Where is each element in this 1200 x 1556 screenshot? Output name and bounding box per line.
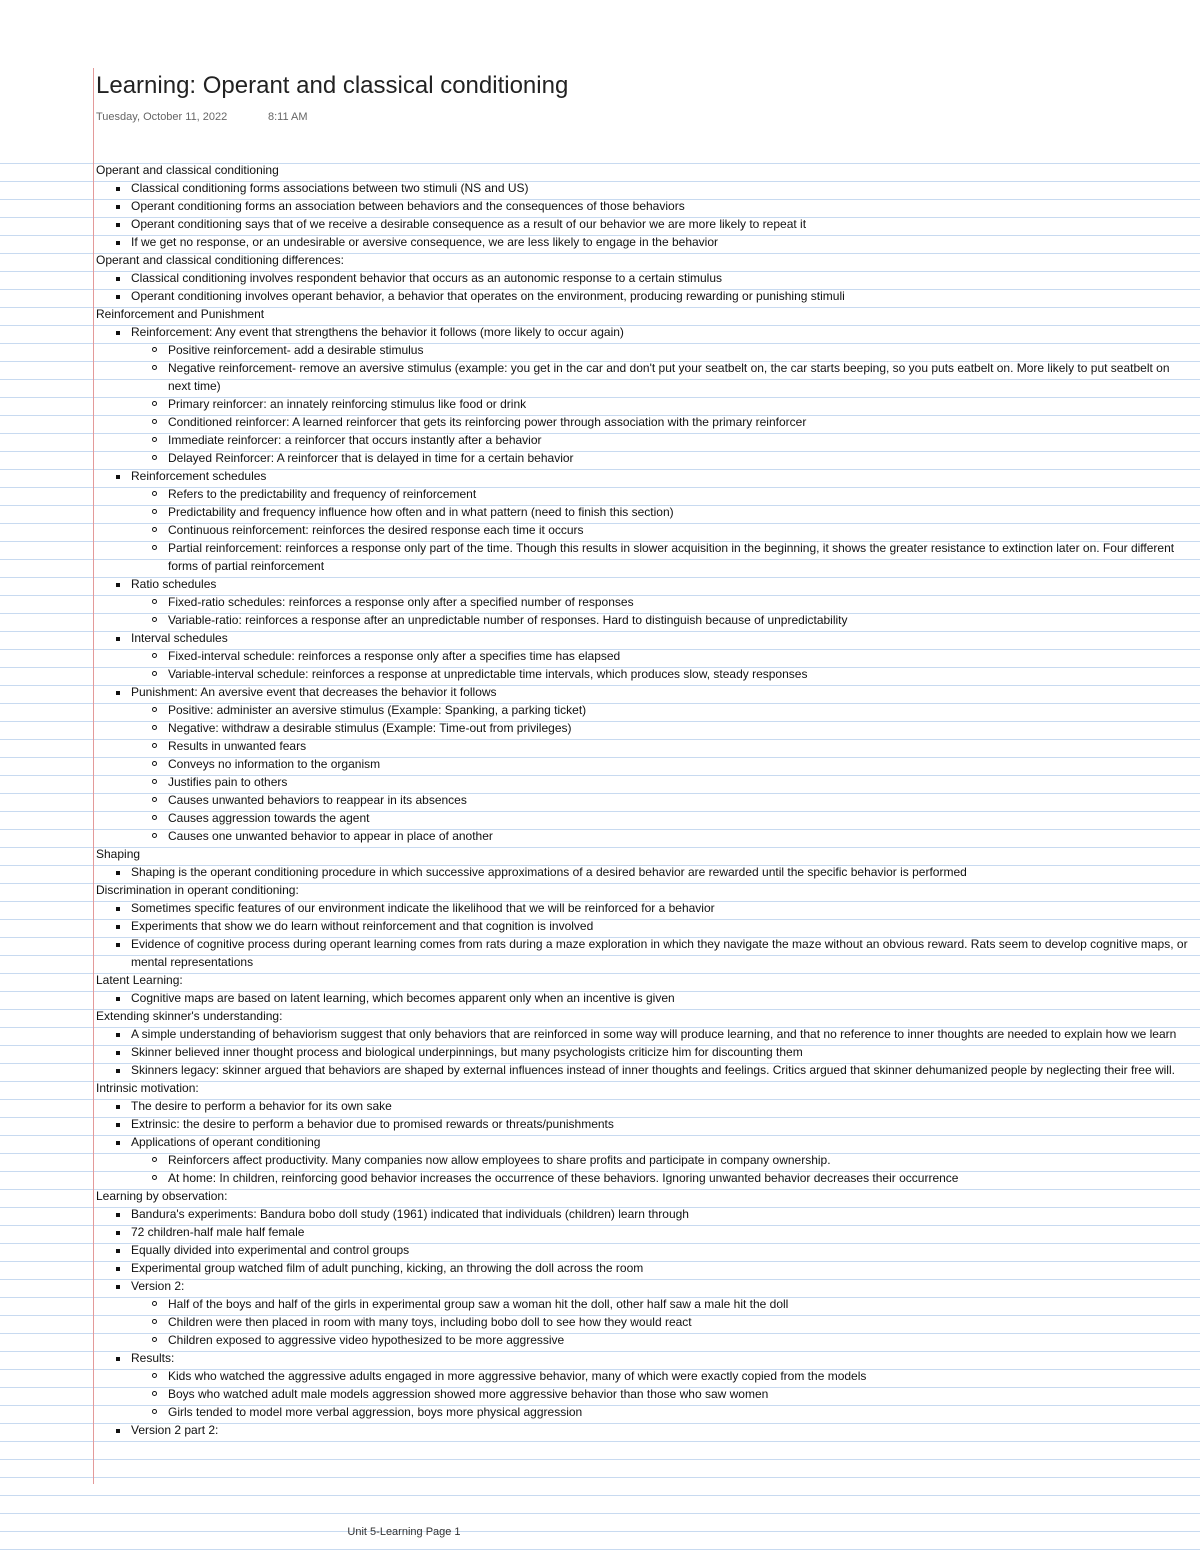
sub-bullet-item bbox=[96, 359, 1191, 395]
bullet-item bbox=[96, 1205, 1191, 1223]
note-text: Refers to the predictability and frequency of reinforcement bbox=[168, 487, 477, 501]
margin-line bbox=[93, 68, 94, 1484]
note-text: Delayed Reinforcer: A reinforcer that is delayed in time for a certain behavior bbox=[168, 451, 574, 465]
section-heading bbox=[96, 881, 1191, 899]
note-text: Variable-interval schedule: reinforces a response at unpredictable time intervals, which produces slow, steady responses bbox=[168, 667, 808, 681]
note-text: Conditioned reinforcer: A learned reinforcer that gets its reinforcing power through association with the primary reinforcer bbox=[168, 415, 807, 429]
bullet-item bbox=[96, 899, 1191, 917]
note-text: Immediate reinforcer: a reinforcer that occurs instantly after a behavior bbox=[168, 433, 542, 447]
note-text: Reinforcement and Punishment bbox=[96, 307, 265, 321]
bullet-item bbox=[96, 1043, 1191, 1061]
circle-bullet-icon bbox=[152, 779, 157, 784]
circle-bullet-icon bbox=[152, 797, 157, 802]
sub-bullet-item bbox=[96, 1331, 1191, 1349]
square-bullet-icon bbox=[116, 1123, 120, 1127]
note-text: Interval schedules bbox=[131, 631, 228, 645]
bullet-item bbox=[96, 197, 1191, 215]
note-text: Children exposed to aggressive video hypothesized to be more aggressive bbox=[168, 1333, 565, 1347]
note-text: Justifies pain to others bbox=[168, 775, 288, 789]
square-bullet-icon bbox=[116, 997, 120, 1001]
note-text: Experimental group watched film of adult punching, kicking, an throwing the doll across the room bbox=[131, 1261, 644, 1275]
note-text: Applications of operant conditioning bbox=[131, 1135, 321, 1149]
note-text: Reinforcement schedules bbox=[131, 469, 267, 483]
sub-bullet-item bbox=[96, 485, 1191, 503]
bullet-item bbox=[96, 1241, 1191, 1259]
bullet-item bbox=[96, 629, 1191, 647]
note-text: Extrinsic: the desire to perform a behavior due to promised rewards or threats/punishments bbox=[131, 1117, 614, 1131]
bullet-item bbox=[96, 1115, 1191, 1133]
bullet-item bbox=[96, 269, 1191, 287]
page-footer: Unit 5-Learning Page 1 bbox=[347, 1526, 461, 1538]
sub-bullet-item bbox=[96, 791, 1191, 809]
note-text: Equally divided into experimental and control groups bbox=[131, 1243, 410, 1257]
square-bullet-icon bbox=[116, 277, 120, 281]
circle-bullet-icon bbox=[152, 401, 157, 406]
note-text: Children were then placed in room with many toys, including bobo doll to see how they would react bbox=[168, 1315, 692, 1329]
section-heading bbox=[96, 845, 1191, 863]
section-heading bbox=[96, 305, 1191, 323]
section-heading bbox=[96, 1187, 1191, 1205]
bullet-item bbox=[96, 1223, 1191, 1241]
sub-bullet-item bbox=[96, 539, 1191, 575]
bullet-item bbox=[96, 683, 1191, 701]
bullet-item bbox=[96, 917, 1191, 935]
sub-bullet-item bbox=[96, 809, 1191, 827]
square-bullet-icon bbox=[116, 331, 120, 335]
sub-bullet-item bbox=[96, 449, 1191, 467]
sub-bullet-item bbox=[96, 341, 1191, 359]
note-text: Skinners legacy: skinner argued that behaviors are shaped by external influences instead of inner thoughts and feelings. Critics argued that skinner dehumanized people by neglecting their free will. bbox=[131, 1063, 1175, 1077]
circle-bullet-icon bbox=[152, 509, 157, 514]
note-text: Intrinsic motivation: bbox=[96, 1081, 199, 1095]
sub-bullet-item bbox=[96, 827, 1191, 845]
sub-bullet-item bbox=[96, 737, 1191, 755]
square-bullet-icon bbox=[116, 187, 120, 191]
note-text: Shaping is the operant conditioning procedure in which successive approximations of a desired behavior are rewarded until the specific behavior is performed bbox=[131, 865, 967, 879]
note-text: A simple understanding of behaviorism suggest that only behaviors that are reinforced in some way will produce learning, and that no reference to inner thoughts are needed to explain how we learn bbox=[131, 1027, 1177, 1041]
page-title: Learning: Operant and classical conditioning bbox=[96, 72, 569, 99]
sub-bullet-item bbox=[96, 503, 1191, 521]
sub-bullet-item bbox=[96, 755, 1191, 773]
square-bullet-icon bbox=[116, 637, 120, 641]
note-text: Shaping bbox=[96, 847, 141, 861]
bullet-item bbox=[96, 1061, 1191, 1079]
circle-bullet-icon bbox=[152, 833, 157, 838]
square-bullet-icon bbox=[116, 1249, 120, 1253]
square-bullet-icon bbox=[116, 943, 120, 947]
circle-bullet-icon bbox=[152, 725, 157, 730]
circle-bullet-icon bbox=[152, 1157, 157, 1162]
sub-bullet-item bbox=[96, 1169, 1191, 1187]
note-text: Operant conditioning involves operant behavior, a behavior that operates on the environment, producing rewarding or punishing stimuli bbox=[131, 289, 845, 303]
note-text: Latent Learning: bbox=[96, 973, 183, 987]
square-bullet-icon bbox=[116, 925, 120, 929]
note-text: Variable-ratio: reinforces a response after an unpredictable number of responses. Hard to distinguish because of unpredictability bbox=[168, 613, 848, 627]
bullet-item bbox=[96, 1259, 1191, 1277]
square-bullet-icon bbox=[116, 1231, 120, 1235]
circle-bullet-icon bbox=[152, 707, 157, 712]
sub-bullet-item bbox=[96, 611, 1191, 629]
bullet-item bbox=[96, 1025, 1191, 1043]
note-text: Experiments that show we do learn without reinforcement and that cognition is involved bbox=[131, 919, 594, 933]
circle-bullet-icon bbox=[152, 599, 157, 604]
circle-bullet-icon bbox=[152, 545, 157, 550]
sub-bullet-item bbox=[96, 1367, 1191, 1385]
bullet-item bbox=[96, 467, 1191, 485]
sub-bullet-item bbox=[96, 1385, 1191, 1403]
circle-bullet-icon bbox=[152, 1337, 157, 1342]
circle-bullet-icon bbox=[152, 347, 157, 352]
circle-bullet-icon bbox=[152, 653, 157, 658]
note-text: Operant conditioning forms an association between behaviors and the consequences of those behaviors bbox=[131, 199, 685, 213]
note-text: Operant and classical conditioning differences: bbox=[96, 253, 344, 267]
note-text: Ratio schedules bbox=[131, 577, 217, 591]
sub-bullet-item bbox=[96, 701, 1191, 719]
sub-bullet-item bbox=[96, 719, 1191, 737]
circle-bullet-icon bbox=[152, 1373, 157, 1378]
note-text: Fixed-interval schedule: reinforces a response only after a specifies time has elapsed bbox=[168, 649, 621, 663]
circle-bullet-icon bbox=[152, 455, 157, 460]
note-text: 72 children-half male half female bbox=[131, 1225, 305, 1239]
sub-bullet-item bbox=[96, 431, 1191, 449]
square-bullet-icon bbox=[116, 691, 120, 695]
sub-bullet-item bbox=[96, 647, 1191, 665]
page-date: Tuesday, October 11, 2022 bbox=[96, 111, 228, 123]
sub-bullet-item bbox=[96, 395, 1191, 413]
bullet-item bbox=[96, 287, 1191, 305]
sub-bullet-item bbox=[96, 593, 1191, 611]
note-text: Causes unwanted behaviors to reappear in its absences bbox=[168, 793, 467, 807]
square-bullet-icon bbox=[116, 1213, 120, 1217]
square-bullet-icon bbox=[116, 1429, 120, 1433]
bullet-item bbox=[96, 1277, 1191, 1295]
circle-bullet-icon bbox=[152, 491, 157, 496]
section-heading bbox=[96, 161, 1191, 179]
bullet-item bbox=[96, 1349, 1191, 1367]
circle-bullet-icon bbox=[152, 671, 157, 676]
square-bullet-icon bbox=[116, 223, 120, 227]
sub-bullet-item bbox=[96, 1403, 1191, 1421]
sub-bullet-item bbox=[96, 773, 1191, 791]
square-bullet-icon bbox=[116, 1105, 120, 1109]
square-bullet-icon bbox=[116, 205, 120, 209]
square-bullet-icon bbox=[116, 475, 120, 479]
note-text: Reinforcers affect productivity. Many companies now allow employees to share profits and participate in company ownership. bbox=[168, 1153, 831, 1167]
section-heading bbox=[96, 251, 1191, 269]
square-bullet-icon bbox=[116, 1267, 120, 1271]
square-bullet-icon bbox=[116, 241, 120, 245]
circle-bullet-icon bbox=[152, 1409, 157, 1414]
circle-bullet-icon bbox=[152, 743, 157, 748]
note-text: Predictability and frequency influence how often and in what pattern (need to finish this section) bbox=[168, 505, 674, 519]
note-text: Half of the boys and half of the girls in experimental group saw a woman hit the doll, other half saw a male hit the doll bbox=[168, 1297, 789, 1311]
bullet-item bbox=[96, 1097, 1191, 1115]
note-text: Primary reinforcer: an innately reinforcing stimulus like food or drink bbox=[168, 397, 527, 411]
bullet-item bbox=[96, 1421, 1191, 1439]
sub-bullet-item bbox=[96, 1151, 1191, 1169]
circle-bullet-icon bbox=[152, 617, 157, 622]
circle-bullet-icon bbox=[152, 815, 157, 820]
bullet-item bbox=[96, 1133, 1191, 1151]
note-text: Fixed-ratio schedules: reinforces a response only after a specified number of responses bbox=[168, 595, 634, 609]
note-text: Boys who watched adult male models aggression showed more aggressive behavior than those who saw women bbox=[168, 1387, 769, 1401]
note-text: Cognitive maps are based on latent learning, which becomes apparent only when an incentive is given bbox=[131, 991, 675, 1005]
note-text: The desire to perform a behavior for its own sake bbox=[131, 1099, 392, 1113]
note-text: Results in unwanted fears bbox=[168, 739, 307, 753]
note-text: Negative reinforcement- remove an aversive stimulus (example: you get in the car and don't put your seatbelt on, the car starts beeping, so you puts eatbelt on. More likely to put seatbelt on next time) bbox=[168, 361, 1170, 393]
square-bullet-icon bbox=[116, 583, 120, 587]
circle-bullet-icon bbox=[152, 437, 157, 442]
note-text: Continuous reinforcement: reinforces the desired response each time it occurs bbox=[168, 523, 584, 537]
section-heading bbox=[96, 1007, 1191, 1025]
bullet-item bbox=[96, 179, 1191, 197]
note-text: Version 2 part 2: bbox=[131, 1423, 219, 1437]
square-bullet-icon bbox=[116, 1141, 120, 1145]
note-text: Positive reinforcement- add a desirable stimulus bbox=[168, 343, 424, 357]
circle-bullet-icon bbox=[152, 1391, 157, 1396]
sub-bullet-item bbox=[96, 521, 1191, 539]
square-bullet-icon bbox=[116, 1033, 120, 1037]
bullet-item bbox=[96, 989, 1191, 1007]
note-text: Results: bbox=[131, 1351, 175, 1365]
section-heading bbox=[96, 1079, 1191, 1097]
note-text: Partial reinforcement: reinforces a response only part of the time. Though this results in slower acquisition in the beginning, it shows the greater resistance to extinction later on. Four different forms of partial reinforcement bbox=[168, 541, 1175, 573]
bullet-item bbox=[96, 935, 1191, 971]
sub-bullet-item bbox=[96, 1295, 1191, 1313]
note-text: Sometimes specific features of our environment indicate the likelihood that we will be reinforced for a behavior bbox=[131, 901, 715, 915]
note-text: Learning by observation: bbox=[96, 1189, 228, 1203]
note-text: Positive: administer an aversive stimulus (Example: Spanking, a parking ticket) bbox=[168, 703, 587, 717]
bullet-item bbox=[96, 323, 1191, 341]
circle-bullet-icon bbox=[152, 419, 157, 424]
note-text: Classical conditioning involves respondent behavior that occurs as an autonomic response to a certain stimulus bbox=[131, 271, 722, 285]
circle-bullet-icon bbox=[152, 365, 157, 370]
note-text: If we get no response, or an undesirable or aversive consequence, we are less likely to engage in the behavior bbox=[131, 235, 719, 249]
notes-list bbox=[96, 161, 1191, 1439]
note-text: Evidence of cognitive process during operant learning comes from rats during a maze exploration in which they navigate the maze without an obvious reward. Rats seem to develop cognitive maps, or mental representations bbox=[131, 937, 1188, 969]
note-text: Causes aggression towards the agent bbox=[168, 811, 370, 825]
note-text: Punishment: An aversive event that decreases the behavior it follows bbox=[131, 685, 497, 699]
bullet-item bbox=[96, 863, 1191, 881]
note-text: Version 2: bbox=[131, 1279, 185, 1293]
square-bullet-icon bbox=[116, 1051, 120, 1055]
circle-bullet-icon bbox=[152, 761, 157, 766]
note-text: Operant conditioning says that of we receive a desirable consequence as a result of our behavior we are more likely to repeat it bbox=[131, 217, 807, 231]
note-text: Skinner believed inner thought process and biological underpinnings, but many psychologists criticize him for discounting them bbox=[131, 1045, 803, 1059]
note-text: At home: In children, reinforcing good behavior increases the occurrence of these behaviors. Ignoring unwanted behavior decreases their occurrence bbox=[168, 1171, 959, 1185]
circle-bullet-icon bbox=[152, 1301, 157, 1306]
bullet-item bbox=[96, 233, 1191, 251]
circle-bullet-icon bbox=[152, 1175, 157, 1180]
circle-bullet-icon bbox=[152, 527, 157, 532]
sub-bullet-item bbox=[96, 413, 1191, 431]
square-bullet-icon bbox=[116, 871, 120, 875]
note-text: Extending skinner's understanding: bbox=[96, 1009, 283, 1023]
square-bullet-icon bbox=[116, 1357, 120, 1361]
sub-bullet-item bbox=[96, 1313, 1191, 1331]
page-time: 8:11 AM bbox=[268, 111, 308, 123]
bullet-item bbox=[96, 575, 1191, 593]
bullet-item bbox=[96, 215, 1191, 233]
note-text: Kids who watched the aggressive adults engaged in more aggressive behavior, many of which were exactly copied from the models bbox=[168, 1369, 867, 1383]
note-text: Causes one unwanted behavior to appear in place of another bbox=[168, 829, 493, 843]
note-text: Conveys no information to the organism bbox=[168, 757, 381, 771]
square-bullet-icon bbox=[116, 1069, 120, 1073]
note-text: Discrimination in operant conditioning: bbox=[96, 883, 299, 897]
section-heading bbox=[96, 971, 1191, 989]
square-bullet-icon bbox=[116, 295, 120, 299]
circle-bullet-icon bbox=[152, 1319, 157, 1324]
note-text: Girls tended to model more verbal aggression, boys more physical aggression bbox=[168, 1405, 583, 1419]
note-text: Negative: withdraw a desirable stimulus (Example: Time-out from privileges) bbox=[168, 721, 572, 735]
sub-bullet-item bbox=[96, 665, 1191, 683]
note-text: Bandura's experiments: Bandura bobo doll study (1961) indicated that individuals (children) learn through bbox=[131, 1207, 689, 1221]
note-text: Reinforcement: Any event that strengthens the behavior it follows (more likely to occur again) bbox=[131, 325, 624, 339]
note-text: Operant and classical conditioning bbox=[96, 163, 279, 177]
note-text: Classical conditioning forms associations between two stimuli (NS and US) bbox=[131, 181, 529, 195]
square-bullet-icon bbox=[116, 907, 120, 911]
square-bullet-icon bbox=[116, 1285, 120, 1289]
